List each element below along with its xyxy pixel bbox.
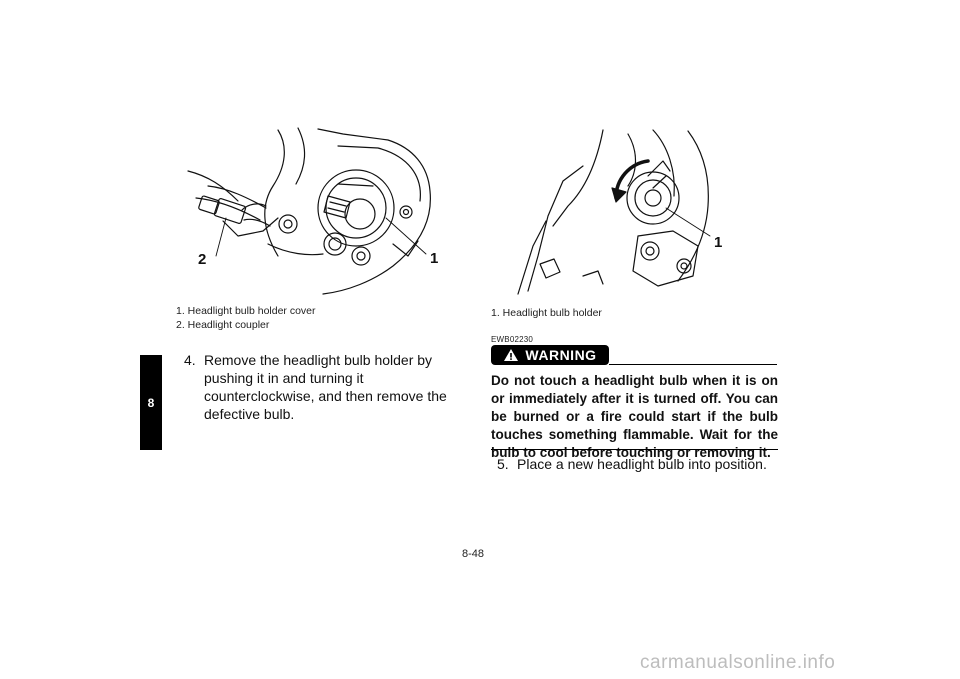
chapter-tab: [140, 355, 162, 450]
caption-item: 1. Headlight bulb holder cover: [176, 305, 316, 317]
warning-triangle-icon: [503, 348, 519, 362]
callout-2: 2: [198, 251, 207, 268]
step-number: 4.: [184, 352, 196, 368]
warning-rule-bottom: [491, 449, 778, 450]
caption-item: 2. Headlight coupler: [176, 319, 270, 331]
warning-header: [491, 345, 777, 367]
warning-badge: [491, 345, 609, 365]
warning-code: EWB02230: [491, 335, 534, 344]
figure-caption-right: [491, 306, 602, 320]
warning-label: WARNING: [525, 347, 597, 363]
watermark: carmanualsonline.info: [640, 652, 836, 673]
figure-headlight-cover: [168, 126, 464, 296]
caption-item: 1. Headlight bulb holder: [491, 307, 602, 319]
callout-1: 1: [430, 250, 439, 267]
figure-bulb-holder: [488, 126, 778, 296]
figure-caption-left: [176, 304, 316, 332]
warning-text: Do not touch a headlight bulb when it is on or immediately after it is turned off. You can be burned or a fire could start if the bulb touches something flammable. Wait for the bulb to cool before touching or removing it.: [491, 373, 778, 460]
step-number: 5.: [497, 456, 509, 472]
step-text: Place a new headlight bulb into position.: [517, 456, 767, 472]
warning-rule-top: [609, 364, 777, 365]
callout-1: 1: [714, 234, 723, 251]
step-text: Remove the headlight bulb holder by pushing it in and turning it counterclockwise, and then remove the defective bulb.: [204, 352, 447, 422]
page-number: 8-48: [462, 548, 485, 560]
chapter-number: 8: [147, 395, 155, 410]
